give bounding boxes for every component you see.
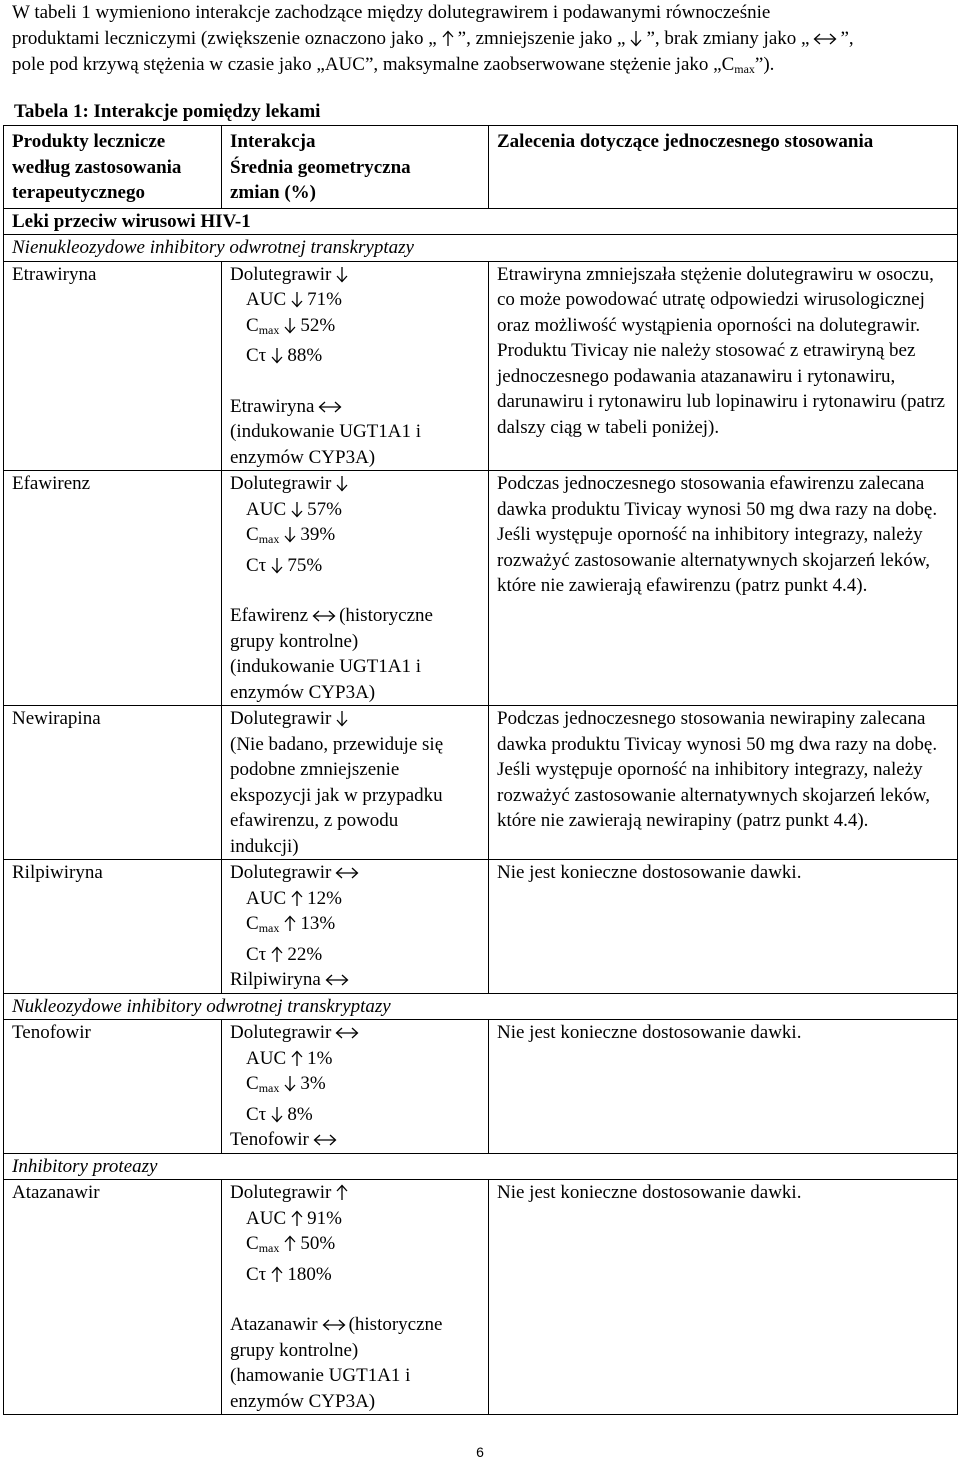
arrow-left-right-icon [335, 1026, 359, 1040]
c-label: C [246, 314, 259, 336]
drug-label: Efawirenz [230, 605, 309, 626]
subsection-pi: Inhibitory proteazy [4, 1153, 958, 1180]
interaction-cell [222, 860, 489, 994]
arrow-down-icon [270, 347, 284, 364]
ctau-value: 22% [287, 943, 323, 965]
drug-label: Etrawiryna [230, 395, 315, 417]
interaction-line [230, 1127, 482, 1153]
intro-text: ”, zmniejszenie jako „ [457, 28, 626, 49]
recommendation-paragraph: Jeśli występuje oporność na inhibitory integrazy, należy rozważyć zastosowanie alternatywnych skojarzeń leków, które nie zawierają newirapiny (patrz punkt 4.4). [497, 759, 930, 831]
drug-label: Atazanawir [230, 1314, 318, 1335]
interaction-line [230, 1312, 482, 1338]
auc-label: AUC [246, 289, 287, 310]
intro-line-2 [12, 26, 952, 52]
ctau-label: Cτ [246, 943, 267, 965]
arrow-left-right-icon [813, 32, 837, 46]
note-line: indukcji) [230, 835, 299, 857]
arrow-left-right-icon [325, 973, 349, 987]
recommendation [489, 706, 958, 860]
recommendation: Nie jest konieczne dostosowanie dawki. [489, 1180, 958, 1415]
header-line: terapeutycznego [12, 182, 145, 203]
table-row [4, 860, 958, 994]
interaction-cell [222, 1180, 489, 1415]
header-line: według zastosowania [12, 156, 182, 178]
cmax-line [230, 313, 482, 344]
note-line: podobne zmniejszenie [230, 759, 400, 780]
table-row [4, 471, 958, 706]
arrow-up-icon [290, 890, 304, 907]
auc-value: 1% [307, 1047, 333, 1069]
arrow-left-right-icon [312, 609, 336, 623]
cmax-line [230, 522, 482, 553]
intro-text: produktami leczniczymi (zwiększenie oznaczono jako „ [12, 28, 437, 49]
arrow-down-icon [283, 1075, 297, 1092]
arrow-down-icon [629, 30, 643, 47]
subsection-row [4, 1153, 958, 1180]
note-line: ekspozycji jak w przypadku [230, 784, 443, 806]
auc-line [230, 1206, 482, 1232]
dolutegrawir-label: Dolutegrawir [230, 708, 332, 729]
note-line: enzymów CYP3A) [230, 446, 376, 468]
arrow-left-right-icon [322, 1318, 346, 1332]
subscript: max [258, 921, 280, 935]
intro-text: ”, brak zmiany jako „ [646, 28, 810, 49]
arrow-up-icon [335, 1184, 349, 1201]
interaction-line [230, 471, 482, 497]
ctau-value: 75% [287, 554, 323, 576]
auc-label: AUC [246, 498, 287, 520]
drug-label: Rilpiwiryna [230, 969, 321, 990]
cmax-line [230, 911, 482, 942]
ctau-label: Cτ [246, 1103, 267, 1125]
interaction-cell [222, 261, 489, 471]
subscript: max [734, 62, 755, 76]
arrow-down-icon [270, 1106, 284, 1123]
auc-line [230, 886, 482, 912]
ctau-line [230, 1262, 482, 1288]
cmax-value: 52% [300, 314, 336, 336]
arrow-down-icon [335, 266, 349, 283]
subscript: max [258, 532, 280, 546]
header-recommendations: Zalecenia dotyczące jednoczesnego stosowania [489, 126, 958, 209]
auc-label: AUC [246, 1207, 287, 1229]
interaction-line [230, 967, 482, 993]
table-row [4, 1180, 958, 1415]
cmax-line [230, 1071, 482, 1102]
drug-label: Tenofowir [230, 1129, 309, 1150]
interaction-cell [222, 1020, 489, 1154]
cmax-line [230, 1231, 482, 1262]
cmax-value: 39% [300, 524, 336, 545]
header-line: Interakcja [230, 131, 316, 152]
arrow-down-icon [290, 501, 304, 518]
recommendation [489, 471, 958, 706]
table-caption: Tabela 1: Interakcje pomiędzy lekami [14, 101, 321, 122]
cmax-value: 13% [300, 913, 336, 934]
ctau-line [230, 1102, 482, 1128]
ctau-line [230, 942, 482, 968]
section-row [4, 208, 958, 235]
cmax-value: 3% [300, 1073, 326, 1094]
c-label: C [246, 524, 259, 545]
arrow-up-icon [290, 1050, 304, 1067]
note-text: (historyczne [348, 1314, 443, 1335]
interaction-line [230, 603, 482, 629]
auc-line [230, 287, 482, 313]
table-row [4, 1020, 958, 1154]
auc-value: 71% [307, 289, 342, 310]
subsection-nrti: Nukleozydowe inhibitory odwrotnej transkryptazy [4, 993, 958, 1020]
intro-paragraph [12, 0, 952, 82]
dolutegrawir-label: Dolutegrawir [230, 473, 332, 494]
note-line: enzymów CYP3A) [230, 1390, 376, 1412]
arrow-down-icon [335, 710, 349, 727]
table-row [4, 706, 958, 860]
subsection-row [4, 235, 958, 262]
auc-value: 12% [307, 887, 342, 909]
subscript: max [258, 1081, 280, 1095]
arrow-up-icon [270, 1266, 284, 1283]
interaction-line [230, 394, 482, 420]
recommendation-paragraph: Jeśli występuje oporność na inhibitory integrazy, należy rozważyć zastosowanie alternatywnych skojarzeń leków, które nie zawierają efawirenzu (patrz punkt 4.4). [497, 524, 930, 596]
note-line: (indukowanie UGT1A1 i [230, 656, 422, 677]
interactions-table [3, 125, 958, 1415]
arrow-left-right-icon [335, 866, 359, 880]
auc-line [230, 497, 482, 523]
drug-name: Newirapina [4, 706, 222, 860]
dolutegrawir-label: Dolutegrawir [230, 1022, 332, 1043]
arrow-down-icon [270, 557, 284, 574]
dolutegrawir-label: Dolutegrawir [230, 862, 332, 883]
c-label: C [246, 1073, 259, 1094]
note-line: (indukowanie UGT1A1 i [230, 421, 422, 442]
arrow-up-icon [270, 946, 284, 963]
auc-line [230, 1046, 482, 1072]
header-interaction [222, 126, 489, 209]
drug-name: Efawirenz [4, 471, 222, 706]
interaction-line [230, 1020, 482, 1046]
intro-text: ”). [754, 54, 775, 75]
header-products [4, 126, 222, 209]
note-line: (Nie badano, przewiduje się [230, 733, 444, 755]
interaction-line [230, 1180, 482, 1206]
subscript: max [258, 1241, 280, 1255]
page-number: 6 [476, 1444, 484, 1460]
ctau-label: Cτ [246, 345, 267, 366]
recommendation: Etrawiryna zmniejszała stężenie dolutegrawiru w osoczu, co może powodować utratę odpowiedzi wirusologicznej oraz możliwość wystąpienia oporności na dolutegrawir. Produktu Tivicay nie należy stosować z etrawiryną bez jednoczesnego podawania atazanawiru i rytonawiru, darunawiru i rytonawiru lub lopinawiru i rytonawiru (patrz dalszy ciąg w tabeli poniżej). [489, 261, 958, 471]
note-line: enzymów CYP3A) [230, 681, 376, 703]
table-header-row [4, 126, 958, 209]
drug-name: Rilpiwiryna [4, 860, 222, 994]
table-row [4, 261, 958, 471]
drug-name: Etrawiryna [4, 261, 222, 471]
c-label: C [246, 913, 259, 934]
intro-line-1: W tabeli 1 wymieniono interakcje zachodzące między dolutegrawirem i podawanymi równocześnie [12, 2, 771, 23]
interaction-line [230, 860, 482, 886]
arrow-left-right-icon [313, 1133, 337, 1147]
arrow-down-icon [283, 317, 297, 334]
subsection-row [4, 993, 958, 1020]
dolutegrawir-label: Dolutegrawir [230, 1182, 332, 1203]
interaction-line [230, 262, 482, 288]
header-line: zmian (%) [230, 182, 317, 203]
arrow-down-icon [283, 526, 297, 543]
subscript: max [258, 322, 280, 337]
subsection-nnrti: Nienukleozydowe inhibitory odwrotnej transkryptazy [4, 235, 958, 262]
c-label: C [246, 1233, 259, 1254]
note-line: (hamowanie UGT1A1 i [230, 1365, 411, 1386]
arrow-up-icon [283, 915, 297, 932]
intro-line-3 [12, 52, 952, 82]
header-line: Średnia geometryczna [230, 156, 411, 178]
ctau-line [230, 553, 482, 579]
arrow-up-icon [290, 1210, 304, 1227]
note-line: grupy kontrolne) [230, 630, 359, 652]
recommendation-paragraph: Podczas jednoczesnego stosowania newirapiny zalecana dawka produktu Tivicay wynosi 50 mg dwa razy na dobę. [497, 708, 938, 755]
interaction-cell [222, 706, 489, 860]
arrow-down-icon [335, 475, 349, 492]
recommendation-paragraph: Podczas jednoczesnego stosowania efawirenzu zalecana dawka produktu Tivicay wynosi 50 mg dwa razy na dobę. [497, 473, 938, 520]
ctau-value: 88% [287, 345, 323, 366]
interaction-line [230, 706, 482, 732]
note-line: efawirenzu, z powodu [230, 810, 399, 831]
auc-label: AUC [246, 1047, 287, 1069]
arrow-up-icon [441, 30, 455, 47]
auc-value: 57% [307, 498, 342, 520]
dolutegrawir-label: Dolutegrawir [230, 263, 332, 285]
auc-label: AUC [246, 887, 287, 909]
arrow-down-icon [290, 291, 304, 308]
drug-name: Tenofowir [4, 1020, 222, 1154]
header-line: Produkty lecznicze [12, 131, 166, 152]
intro-text: ”, [840, 28, 854, 49]
ctau-label: Cτ [246, 554, 267, 576]
recommendation: Nie jest konieczne dostosowanie dawki. [489, 1020, 958, 1154]
ctau-line [230, 343, 482, 369]
drug-name: Atazanawir [4, 1180, 222, 1415]
intro-text: pole pod krzywą stężenia w czasie jako „AUC”, maksymalne zaobserwowane stężenie jako „C [12, 54, 735, 75]
section-hiv: Leki przeciw wirusowi HIV-1 [4, 208, 958, 235]
arrow-left-right-icon [318, 400, 342, 414]
recommendation: Nie jest konieczne dostosowanie dawki. [489, 860, 958, 994]
interaction-cell [222, 471, 489, 706]
auc-value: 91% [307, 1207, 342, 1229]
arrow-up-icon [283, 1235, 297, 1252]
ctau-value: 180% [287, 1263, 332, 1285]
ctau-label: Cτ [246, 1263, 267, 1285]
note-text: (historyczne [339, 605, 433, 626]
cmax-value: 50% [300, 1233, 336, 1254]
note-line: grupy kontrolne) [230, 1339, 359, 1361]
ctau-value: 8% [287, 1103, 313, 1125]
